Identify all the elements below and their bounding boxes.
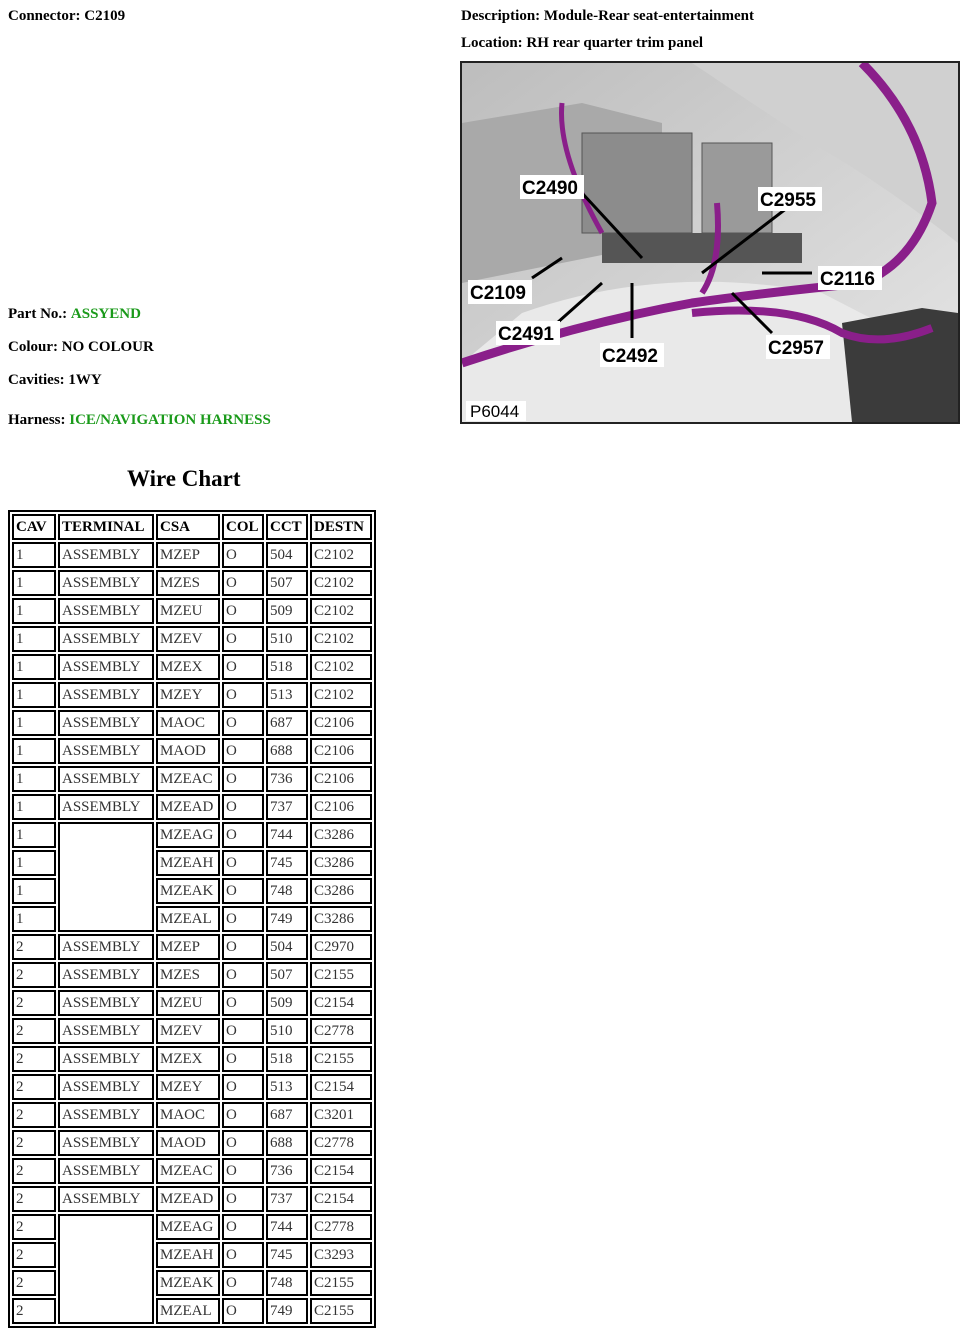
cell-cav: 2 xyxy=(12,962,56,988)
cell-col: O xyxy=(222,1270,264,1296)
cell-cct: 737 xyxy=(266,1186,308,1212)
cell-cct: 748 xyxy=(266,1270,308,1296)
cell-terminal: ASSEMBLY xyxy=(58,710,154,736)
cell-csa: MZEY xyxy=(156,1074,220,1100)
cell-destn: C2154 xyxy=(310,990,372,1016)
harness-value: ICE/NAVIGATION HARNESS xyxy=(69,412,271,428)
cell-terminal: ASSEMBLY xyxy=(58,682,154,708)
connector-line xyxy=(8,8,125,25)
cell-csa: MZEP xyxy=(156,934,220,960)
cell-terminal: ASSEMBLY xyxy=(58,1158,154,1184)
table-row xyxy=(12,738,372,764)
cell-csa: MZEX xyxy=(156,1046,220,1072)
header-cct: CCT xyxy=(266,514,308,540)
header-destn: DESTN xyxy=(310,514,372,540)
cell-terminal: ASSEMBLY xyxy=(58,570,154,596)
cell-destn: C2154 xyxy=(310,1158,372,1184)
cell-cav: 2 xyxy=(12,934,56,960)
cell-cav: 1 xyxy=(12,598,56,624)
part-no-label: Part No.: xyxy=(8,306,68,322)
figure-id: P6044 xyxy=(470,402,520,421)
cell-col: O xyxy=(222,1214,264,1240)
cell-cct: 749 xyxy=(266,1298,308,1324)
connector-location-figure xyxy=(460,61,960,424)
table-row xyxy=(12,794,372,820)
cell-col: O xyxy=(222,962,264,988)
cell-destn: C2778 xyxy=(310,1214,372,1240)
cell-cct: 507 xyxy=(266,962,308,988)
cell-cct: 509 xyxy=(266,598,308,624)
cell-destn: C2778 xyxy=(310,1130,372,1156)
cell-destn: C2155 xyxy=(310,962,372,988)
header-terminal: TERMINAL xyxy=(58,514,154,540)
table-row xyxy=(12,822,372,848)
cell-csa: MAOC xyxy=(156,1102,220,1128)
cell-col: O xyxy=(222,1158,264,1184)
cell-col: O xyxy=(222,934,264,960)
wire-chart-title: Wire Chart xyxy=(127,466,241,491)
cell-destn: C3286 xyxy=(310,906,372,932)
cell-csa: MZEV xyxy=(156,626,220,652)
table-row xyxy=(12,570,372,596)
cell-cav: 1 xyxy=(12,794,56,820)
cell-cav: 1 xyxy=(12,626,56,652)
cell-terminal: ASSEMBLY xyxy=(58,1186,154,1212)
cell-cav: 2 xyxy=(12,990,56,1016)
table-row xyxy=(12,962,372,988)
cell-terminal: ASSEMBLY xyxy=(58,542,154,568)
header-col: COL xyxy=(222,514,264,540)
cell-csa: MZEAC xyxy=(156,1158,220,1184)
table-row xyxy=(12,1018,372,1044)
cell-csa: MZEAK xyxy=(156,1270,220,1296)
cell-cav: 1 xyxy=(12,766,56,792)
cell-cct: 513 xyxy=(266,682,308,708)
cell-csa: MAOD xyxy=(156,1130,220,1156)
cell-cav: 1 xyxy=(12,878,56,904)
cell-csa: MZEP xyxy=(156,542,220,568)
callout-c2492: C2492 xyxy=(602,346,658,367)
callout-c2116: C2116 xyxy=(820,269,875,290)
description-value: Module-Rear seat-entertainment xyxy=(543,8,754,24)
cell-cav: 1 xyxy=(12,654,56,680)
cell-col: O xyxy=(222,1046,264,1072)
cell-destn: C3201 xyxy=(310,1102,372,1128)
cell-terminal: ASSEMBLY xyxy=(58,990,154,1016)
cell-csa: MZEAD xyxy=(156,1186,220,1212)
cell-col: O xyxy=(222,850,264,876)
cell-cct: 509 xyxy=(266,990,308,1016)
cell-cct: 688 xyxy=(266,738,308,764)
table-row xyxy=(12,934,372,960)
cell-cav: 1 xyxy=(12,738,56,764)
cell-csa: MZEU xyxy=(156,990,220,1016)
cell-destn: C2102 xyxy=(310,626,372,652)
cell-csa: MZEAH xyxy=(156,850,220,876)
cell-csa: MZES xyxy=(156,570,220,596)
cell-destn: C2106 xyxy=(310,738,372,764)
cell-csa: MZEAD xyxy=(156,794,220,820)
cell-col: O xyxy=(222,654,264,680)
table-row xyxy=(12,1074,372,1100)
cell-cct: 687 xyxy=(266,1102,308,1128)
cell-terminal: ASSEMBLY xyxy=(58,1130,154,1156)
cell-col: O xyxy=(222,766,264,792)
cell-csa: MZEAC xyxy=(156,766,220,792)
cell-col: O xyxy=(222,1242,264,1268)
callout-c2490: C2490 xyxy=(522,178,578,199)
cell-terminal xyxy=(58,1214,154,1324)
table-row xyxy=(12,626,372,652)
cell-destn: C2102 xyxy=(310,542,372,568)
table-row xyxy=(12,710,372,736)
cell-destn: C2106 xyxy=(310,766,372,792)
cell-col: O xyxy=(222,598,264,624)
cell-destn: C3286 xyxy=(310,822,372,848)
cell-destn: C2155 xyxy=(310,1270,372,1296)
cavities-value: 1WY xyxy=(68,372,102,388)
cell-cav: 1 xyxy=(12,682,56,708)
cell-cav: 2 xyxy=(12,1102,56,1128)
cell-cav: 2 xyxy=(12,1018,56,1044)
cell-csa: MZEY xyxy=(156,682,220,708)
cell-col: O xyxy=(222,906,264,932)
cell-col: O xyxy=(222,570,264,596)
location-illustration xyxy=(462,63,958,422)
cell-cav: 2 xyxy=(12,1186,56,1212)
cell-destn: C2106 xyxy=(310,794,372,820)
cell-csa: MZEU xyxy=(156,598,220,624)
cell-col: O xyxy=(222,738,264,764)
cell-destn: C2102 xyxy=(310,570,372,596)
cell-col: O xyxy=(222,1074,264,1100)
cell-destn: C2154 xyxy=(310,1074,372,1100)
cell-terminal: ASSEMBLY xyxy=(58,1074,154,1100)
cell-csa: MAOD xyxy=(156,738,220,764)
cell-cct: 513 xyxy=(266,1074,308,1100)
cell-terminal: ASSEMBLY xyxy=(58,598,154,624)
cell-cav: 2 xyxy=(12,1242,56,1268)
location-line xyxy=(461,35,703,52)
cell-destn: C2970 xyxy=(310,934,372,960)
cell-col: O xyxy=(222,1130,264,1156)
cell-terminal: ASSEMBLY xyxy=(58,934,154,960)
table-row xyxy=(12,1214,372,1240)
table-row xyxy=(12,1046,372,1072)
harness-line xyxy=(8,412,271,429)
cell-destn: C2154 xyxy=(310,1186,372,1212)
cell-cct: 748 xyxy=(266,878,308,904)
cell-cct: 688 xyxy=(266,1130,308,1156)
cell-csa: MZEV xyxy=(156,1018,220,1044)
cell-csa: MZEAG xyxy=(156,822,220,848)
connector-value: C2109 xyxy=(84,8,126,24)
part-no-value: ASSYEND xyxy=(70,306,141,322)
callout-c2109: C2109 xyxy=(470,283,526,304)
cell-cav: 1 xyxy=(12,906,56,932)
callout-c2957: C2957 xyxy=(768,338,824,359)
colour-label: Colour: xyxy=(8,339,58,355)
table-row xyxy=(12,654,372,680)
location-label: Location: xyxy=(461,35,523,51)
cell-cav: 1 xyxy=(12,710,56,736)
cell-col: O xyxy=(222,1298,264,1324)
table-row xyxy=(12,1158,372,1184)
cell-destn: C2155 xyxy=(310,1298,372,1324)
cell-csa: MZEAG xyxy=(156,1214,220,1240)
cell-cav: 1 xyxy=(12,822,56,848)
cell-cct: 749 xyxy=(266,906,308,932)
cell-csa: MAOC xyxy=(156,710,220,736)
cell-destn: C2102 xyxy=(310,682,372,708)
cell-cct: 745 xyxy=(266,1242,308,1268)
colour-value: NO COLOUR xyxy=(61,339,154,355)
cell-col: O xyxy=(222,794,264,820)
cavities-label: Cavities: xyxy=(8,372,65,388)
wire-chart-body xyxy=(12,542,372,1324)
sub-module xyxy=(842,308,958,422)
cell-terminal: ASSEMBLY xyxy=(58,1046,154,1072)
cell-terminal: ASSEMBLY xyxy=(58,654,154,680)
cell-terminal: ASSEMBLY xyxy=(58,794,154,820)
table-row xyxy=(12,598,372,624)
cavities-line xyxy=(8,372,102,389)
table-row xyxy=(12,1130,372,1156)
cell-destn: C2102 xyxy=(310,598,372,624)
cell-cct: 745 xyxy=(266,850,308,876)
cell-col: O xyxy=(222,990,264,1016)
table-row xyxy=(12,1186,372,1212)
cell-destn: C2155 xyxy=(310,1046,372,1072)
cell-cct: 744 xyxy=(266,1214,308,1240)
cell-cav: 2 xyxy=(12,1270,56,1296)
cell-col: O xyxy=(222,878,264,904)
cell-cav: 1 xyxy=(12,850,56,876)
cell-cct: 687 xyxy=(266,710,308,736)
wire-chart-table xyxy=(8,510,376,1328)
cell-csa: MZEX xyxy=(156,654,220,680)
cell-col: O xyxy=(222,1102,264,1128)
callout-c2491: C2491 xyxy=(498,324,554,345)
entertainment-module xyxy=(582,133,692,233)
cell-col: O xyxy=(222,682,264,708)
cell-cav: 2 xyxy=(12,1298,56,1324)
cell-cct: 518 xyxy=(266,1046,308,1072)
cell-col: O xyxy=(222,1186,264,1212)
description-label: Description: xyxy=(461,8,541,24)
connector-label: Connector: xyxy=(8,8,81,24)
cell-destn: C2106 xyxy=(310,710,372,736)
cell-cav: 1 xyxy=(12,542,56,568)
cell-col: O xyxy=(222,710,264,736)
harness-label: Harness: xyxy=(8,412,66,428)
cell-cct: 510 xyxy=(266,626,308,652)
location-value: RH rear quarter trim panel xyxy=(526,35,704,51)
cell-cct: 737 xyxy=(266,794,308,820)
table-row xyxy=(12,1102,372,1128)
cell-cct: 736 xyxy=(266,766,308,792)
cell-csa: MZEAK xyxy=(156,878,220,904)
cell-terminal xyxy=(58,822,154,932)
cell-csa: MZEAL xyxy=(156,1298,220,1324)
table-row xyxy=(12,682,372,708)
description-line xyxy=(461,8,754,25)
table-row xyxy=(12,990,372,1016)
cell-destn: C3286 xyxy=(310,878,372,904)
cell-cct: 504 xyxy=(266,934,308,960)
callout-c2955: C2955 xyxy=(760,190,816,211)
wire-chart-header-row xyxy=(12,514,372,540)
cell-cav: 2 xyxy=(12,1158,56,1184)
cell-destn: C3286 xyxy=(310,850,372,876)
cell-destn: C2102 xyxy=(310,654,372,680)
colour-line xyxy=(8,339,154,356)
header-csa: CSA xyxy=(156,514,220,540)
cell-cav: 2 xyxy=(12,1074,56,1100)
cell-terminal: ASSEMBLY xyxy=(58,962,154,988)
cell-col: O xyxy=(222,542,264,568)
cell-cct: 504 xyxy=(266,542,308,568)
cell-csa: MZEAH xyxy=(156,1242,220,1268)
cell-cav: 2 xyxy=(12,1046,56,1072)
cell-destn: C3293 xyxy=(310,1242,372,1268)
cell-cct: 744 xyxy=(266,822,308,848)
table-row xyxy=(12,766,372,792)
part-no-line xyxy=(8,306,141,323)
cell-cct: 736 xyxy=(266,1158,308,1184)
cell-cct: 518 xyxy=(266,654,308,680)
cell-cct: 507 xyxy=(266,570,308,596)
cell-terminal: ASSEMBLY xyxy=(58,626,154,652)
cell-terminal: ASSEMBLY xyxy=(58,1018,154,1044)
cell-col: O xyxy=(222,626,264,652)
cell-destn: C2778 xyxy=(310,1018,372,1044)
cell-col: O xyxy=(222,1018,264,1044)
cell-cav: 2 xyxy=(12,1130,56,1156)
header-cav: CAV xyxy=(12,514,56,540)
cell-cct: 510 xyxy=(266,1018,308,1044)
cell-terminal: ASSEMBLY xyxy=(58,738,154,764)
cell-cav: 2 xyxy=(12,1214,56,1240)
cell-csa: MZEAL xyxy=(156,906,220,932)
cell-terminal: ASSEMBLY xyxy=(58,1102,154,1128)
table-row xyxy=(12,542,372,568)
cell-col: O xyxy=(222,822,264,848)
cell-csa: MZES xyxy=(156,962,220,988)
cell-terminal: ASSEMBLY xyxy=(58,766,154,792)
cell-cav: 1 xyxy=(12,570,56,596)
